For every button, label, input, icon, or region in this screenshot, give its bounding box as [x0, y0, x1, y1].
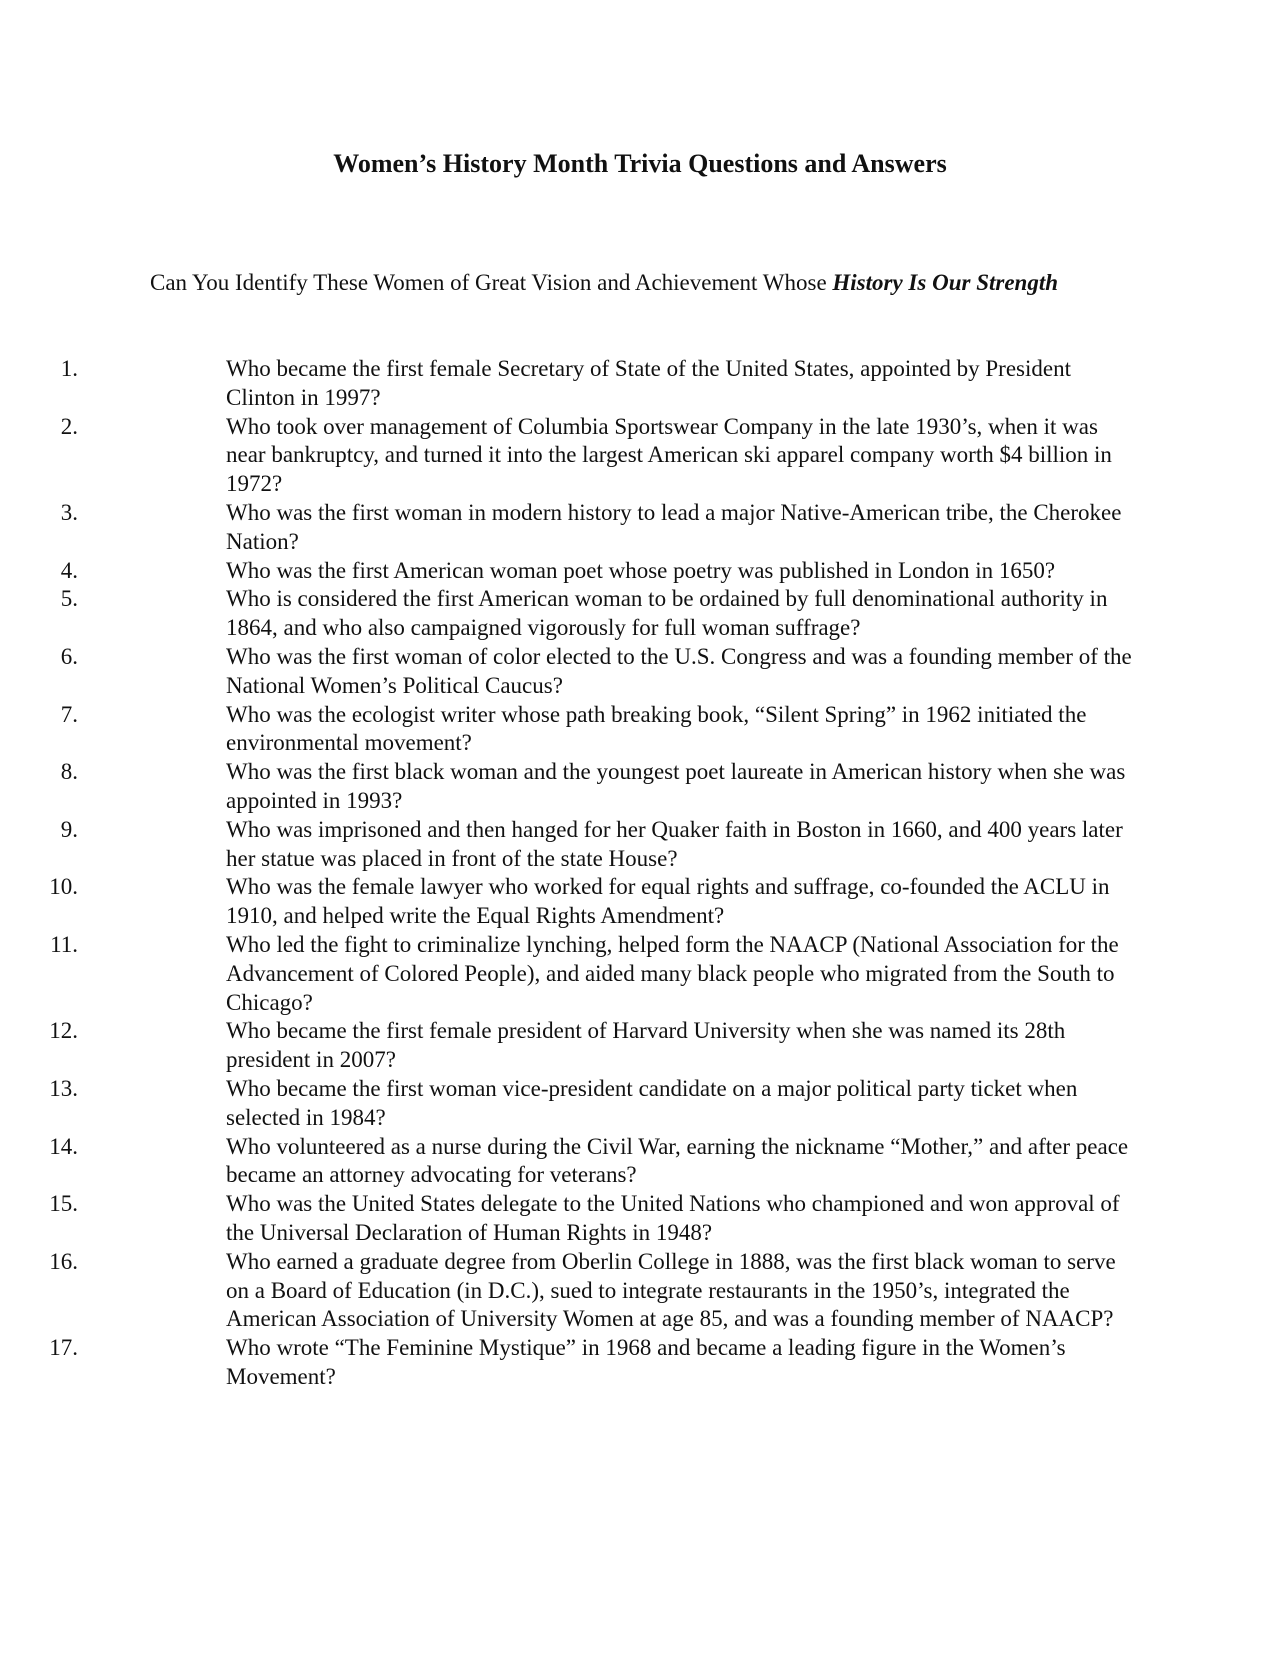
question-text: Who wrote “The Feminine Mystique” in 1968 and became a leading figure in the Women’s Movement?: [226, 1335, 1066, 1389]
question-text: Who was the female lawyer who worked for equal rights and suffrage, co-founded the ACLU in 1910, and helped write the Equal Rights Amendment?: [226, 874, 1110, 929]
question-text: Who was the first American woman poet whose poetry was published in London in 1650?: [226, 557, 1056, 583]
list-item: [0, 643, 1138, 701]
list-item: [0, 873, 1138, 931]
question-list: [0, 355, 1280, 1392]
list-item: [0, 931, 1138, 1017]
question-number: 10.: [49, 874, 78, 900]
question-number: 2.: [60, 413, 78, 439]
intro-text: [150, 268, 1110, 297]
question-text: Who became the first female president of Harvard University when she was named its 28th president in 2007?: [226, 1018, 1066, 1073]
question-text: Who was the first woman in modern history to lead a major Native-American tribe, the Cherokee Nation?: [226, 499, 1122, 554]
intro-lead: Can You Identify These Women of Great Vision and Achievement Whose: [150, 270, 833, 295]
list-item: [0, 1017, 1138, 1075]
list-item: [0, 816, 1138, 874]
question-text: Who was the ecologist writer whose path breaking book, “Silent Spring” in 1962 initiated the environmental movement?: [226, 701, 1087, 756]
question-number: 1.: [60, 356, 78, 381]
list-item: [0, 499, 1138, 557]
question-text: Who is considered the first American woman to be ordained by full denominational authority in 1864, and who also campaigned vigorously for full woman suffrage?: [226, 586, 1108, 641]
question-number: 3.: [60, 499, 78, 525]
list-item: [0, 1334, 1138, 1392]
list-item: [0, 701, 1138, 759]
question-text: Who was the first black woman and the youngest poet laureate in American history when she was appointed in 1993?: [226, 759, 1126, 813]
list-item: [0, 557, 1138, 586]
question-number: 8.: [60, 759, 78, 785]
question-text: Who was the United States delegate to the United Nations who championed and won approval of the Universal Declaration of Human Rights in 1948?: [226, 1191, 1120, 1245]
question-number: 17.: [49, 1335, 78, 1361]
question-number: 4.: [60, 557, 78, 583]
list-item: [0, 413, 1138, 499]
question-number: 13.: [49, 1075, 78, 1101]
question-number: 9.: [60, 816, 78, 842]
intro-emphasis: History Is Our Strength: [832, 270, 1059, 295]
list-item: [0, 355, 1138, 413]
question-number: 12.: [49, 1018, 78, 1044]
question-number: 14.: [49, 1133, 78, 1159]
page-title: Women’s History Month Trivia Questions and Answers: [333, 149, 947, 178]
question-number: 7.: [60, 701, 78, 727]
question-number: 11.: [50, 931, 78, 957]
question-number: 15.: [49, 1191, 78, 1217]
list-item: [0, 1133, 1138, 1191]
question-text: Who was the first woman of color elected to the U.S. Congress and was a founding member of the National Women’s Political Caucus?: [226, 643, 1132, 698]
question-text: Who became the first woman vice-president candidate on a major political party ticket when selected in 1984?: [226, 1075, 1078, 1130]
question-number: 5.: [60, 586, 78, 612]
list-item: [0, 1075, 1138, 1133]
question-text: Who led the fight to criminalize lynching, helped form the NAACP (National Association for the Advancement of Colored People), and aided many black people who migrated from the South to Chicago?: [226, 931, 1119, 1015]
question-text: Who became the first female Secretary of State of the United States, appointed by President Clinton in 1997?: [226, 356, 1071, 410]
question-text: Who volunteered as a nurse during the Civil War, earning the nickname “Mother,” and after peace became an attorney advocating for veterans?: [226, 1133, 1129, 1188]
question-number: 6.: [60, 643, 78, 669]
question-text: Who earned a graduate degree from Oberlin College in 1888, was the first black woman to serve on a Board of Education (in D.C.), sued to integrate restaurants in the 1950’s, integrated the American Association of University Women at age 85, and was a founding member of NAACP?: [226, 1248, 1116, 1332]
question-text: Who was imprisoned and then hanged for her Quaker faith in Boston in 1660, and 400 years later her statue was placed in front of the state House?: [226, 816, 1123, 871]
question-text: Who took over management of Columbia Sportswear Company in the late 1930’s, when it was near bankruptcy, and turned it into the largest American ski apparel company worth $4 billion in 1972?: [226, 413, 1112, 497]
list-item: [0, 585, 1138, 643]
list-item: [0, 1248, 1138, 1334]
list-item: [0, 1190, 1138, 1248]
question-number: 16.: [49, 1248, 78, 1274]
list-item: [0, 758, 1138, 816]
